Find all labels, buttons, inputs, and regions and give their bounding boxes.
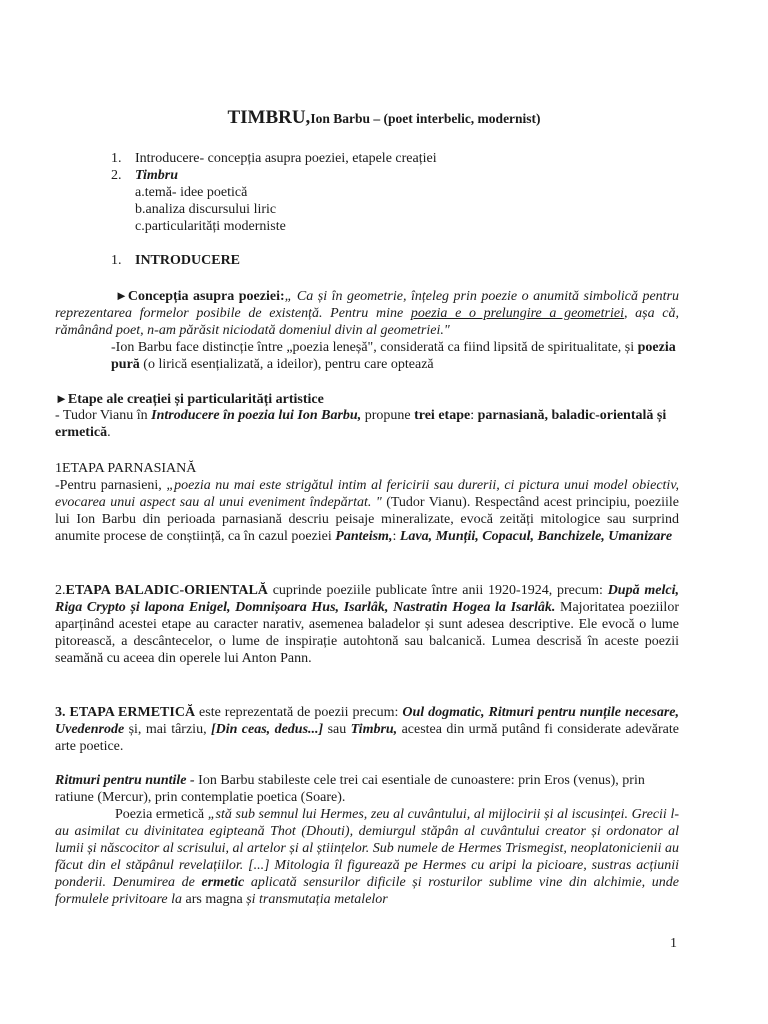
outline-item-text: Introducere- concepția asupra poeziei, etapele creației <box>135 151 437 166</box>
paragraph-text: sau <box>323 722 351 737</box>
book-title: Introducere în poezia lui Ion Barbu, <box>151 408 362 423</box>
paragraph-text: Ion Barbu stabileste cele trei cai esentiale de cunoastere: prin Eros (venus), prin ratiune (Mercur), prin contemplatie poetica (Soare). <box>55 773 645 805</box>
outline-list <box>111 150 671 235</box>
section-heading-text: 1ETAPA PARNASIANĂ <box>55 461 197 476</box>
section-heading-text: 3. ETAPA ERMETICĂ <box>55 705 196 720</box>
quote-text: și transmutația metalelor <box>242 892 388 907</box>
quote-text: „stă sub semnul lui Hermes, zeu al cuvântului, al mijlocirii și al iscusinței. Grecii l-au asimilat cu divinitatea egipteană Thot (Dhouti), demiurgul stăpân al cuvântului creator și ordonator al lumii și născocitor al scrisului, al artelor și al științelor. Sub numele de Hermes Trismegist, neoplatonicienii au făcut din el stăpânul revelațiilor. [...] Mitologia îl figurează pe Hermes cu aripi la picioare, sustras acțiunii ponderii. Denumirea de <box>55 807 679 890</box>
bold-term: parnasiană, baladic-orientală și ermetică <box>55 408 667 440</box>
paragraph-text: și, mai târziu, <box>124 722 211 737</box>
poezia-pura-paragraph <box>111 339 679 373</box>
section-title: INTRODUCERE <box>135 253 241 268</box>
etape-paragraph <box>55 407 675 441</box>
conceptia-quote-underlined: poezia e o prelungire a geometriei <box>410 306 624 321</box>
paragraph-text: propune <box>361 408 415 423</box>
paragraph-text: Majoritatea poeziilor aparținând acestei etape au caracter narativ, asemenea baladelor și sunt adesea descriptive. Ele evocă o lume pitorească, a descântecelor, o lume de inspirație autohtonă sau balcanică. Lumea descrisă în aceste poezii seamănă cu aceea din operele lui Anton Pann. <box>55 600 679 666</box>
conceptia-heading: Concepția asupra poeziei: <box>127 289 285 304</box>
quote-text: aplicată sensurilor dificile și rosturilor sublime vine din alchimie, unde formulele privitoare la <box>55 875 679 907</box>
etape-heading-text: Etape ale creației și particularități artistice <box>67 392 324 407</box>
outline-subitem-c: c.particularități moderniste <box>135 219 286 234</box>
outline-item-number: 1. <box>111 151 122 166</box>
poem-title: Panteism, <box>335 529 393 544</box>
paragraph-text: - Tudor Vianu în <box>55 408 152 423</box>
paragraph-text: . <box>107 425 111 440</box>
outline-item-2 <box>111 167 671 184</box>
bold-term: trei etape <box>414 408 471 423</box>
bold-term: ermetic <box>201 875 245 890</box>
paragraph-text: -Ion Barbu face distincție între „poezia leneșă", considerată ca fiind lipsită de spiritualitate, și <box>111 340 638 355</box>
parnasiana-heading <box>55 460 677 477</box>
poem-title: Ritmuri pentru nuntile - <box>55 773 195 788</box>
paragraph-text: este reprezentată de poezii precum: <box>195 705 403 720</box>
conceptia-quote-part: , așa că, rămânând poet, n-am părăsit niciodată domeniul divin al geometriei." <box>55 306 679 338</box>
triangle-marker-icon: ► <box>115 288 128 303</box>
paragraph-text: (Tudor Vianu). Respectând acest principiu, poeziile lui Ion Barbu din perioada parnasiană descriu peisaje mineralizate, evocă zeități mitologice sau surprind anumite procese de conștiință, ca în cazul poeziei <box>55 495 679 544</box>
bold-term: poezia pură <box>111 340 676 372</box>
paragraph-text: -Pentru parnasieni, <box>55 478 167 493</box>
poem-titles: Oul dogmatic, Ritmuri pentru nunțile necesare, Uvedenrode <box>55 705 680 737</box>
ermetica-paragraph <box>55 704 679 755</box>
etape-heading <box>55 390 677 408</box>
baladic-paragraph <box>55 582 679 667</box>
poem-title: Timbru, <box>350 722 398 737</box>
paragraph-text: Poezia ermetică <box>115 807 208 822</box>
ritmuri-paragraph <box>55 772 679 806</box>
paragraph-text: (o lirică esențializată, a ideilor), pentru care optează <box>139 357 434 372</box>
paragraph-text: cuprinde poeziile publicate între anii 1920-1924, precum: <box>267 583 608 598</box>
title-main: TIMBRU, <box>227 107 311 128</box>
outline-item-1 <box>111 150 671 167</box>
outline-item-number: 2. <box>111 168 122 183</box>
parnasiana-paragraph <box>55 477 679 545</box>
title-subtitle: Ion Barbu – (poet interbelic, modernist) <box>310 111 541 126</box>
poem-titles: Lava, Munții, Copacul, Banchizele, Umanizare <box>399 529 673 544</box>
page-number: 1 <box>670 936 677 951</box>
outline-subitem-a: a.temă- idee poetică <box>135 185 248 200</box>
quote-text: „poezia nu mai este strigătul intim al fericirii sau durerii, ci pictura unui model obiectiv, evocarea unui aspect sau al unui eveniment îndepărtat. " <box>55 478 679 510</box>
poem-titles: După melci, Riga Crypto și lapona Enigel, Domnișoara Hus, Isarlâk, Nastratin Hogea la Isarlâk. <box>55 583 679 615</box>
poem-title: [Din ceas, dedus...] <box>210 722 324 737</box>
section-intro-heading <box>111 252 671 269</box>
section-number: 1. <box>111 253 122 268</box>
paragraph-text: : <box>392 529 400 544</box>
outline-subitem-b: b.analiza discursului liric <box>135 202 277 217</box>
conceptia-quote-part: „ Ca și în geometrie, înțeleg prin poezie o anumită simbolică pentru reprezentarea formelor posibile de existență. Pentru mine <box>55 289 680 321</box>
conceptia-paragraph <box>55 287 679 339</box>
paragraph-text: acestea din urmă putând fi considerate adevărate arte poetice. <box>55 722 679 754</box>
section-number: 2. <box>55 583 66 598</box>
section-heading-text: ETAPA BALADIC-ORIENTALĂ <box>65 583 268 598</box>
paragraph-text: ars magna <box>185 892 243 907</box>
triangle-marker-icon: ► <box>55 391 68 406</box>
document-title <box>0 109 768 128</box>
hermes-paragraph <box>55 806 679 908</box>
outline-item-text: Timbru <box>135 168 179 183</box>
paragraph-text: : <box>470 408 478 423</box>
